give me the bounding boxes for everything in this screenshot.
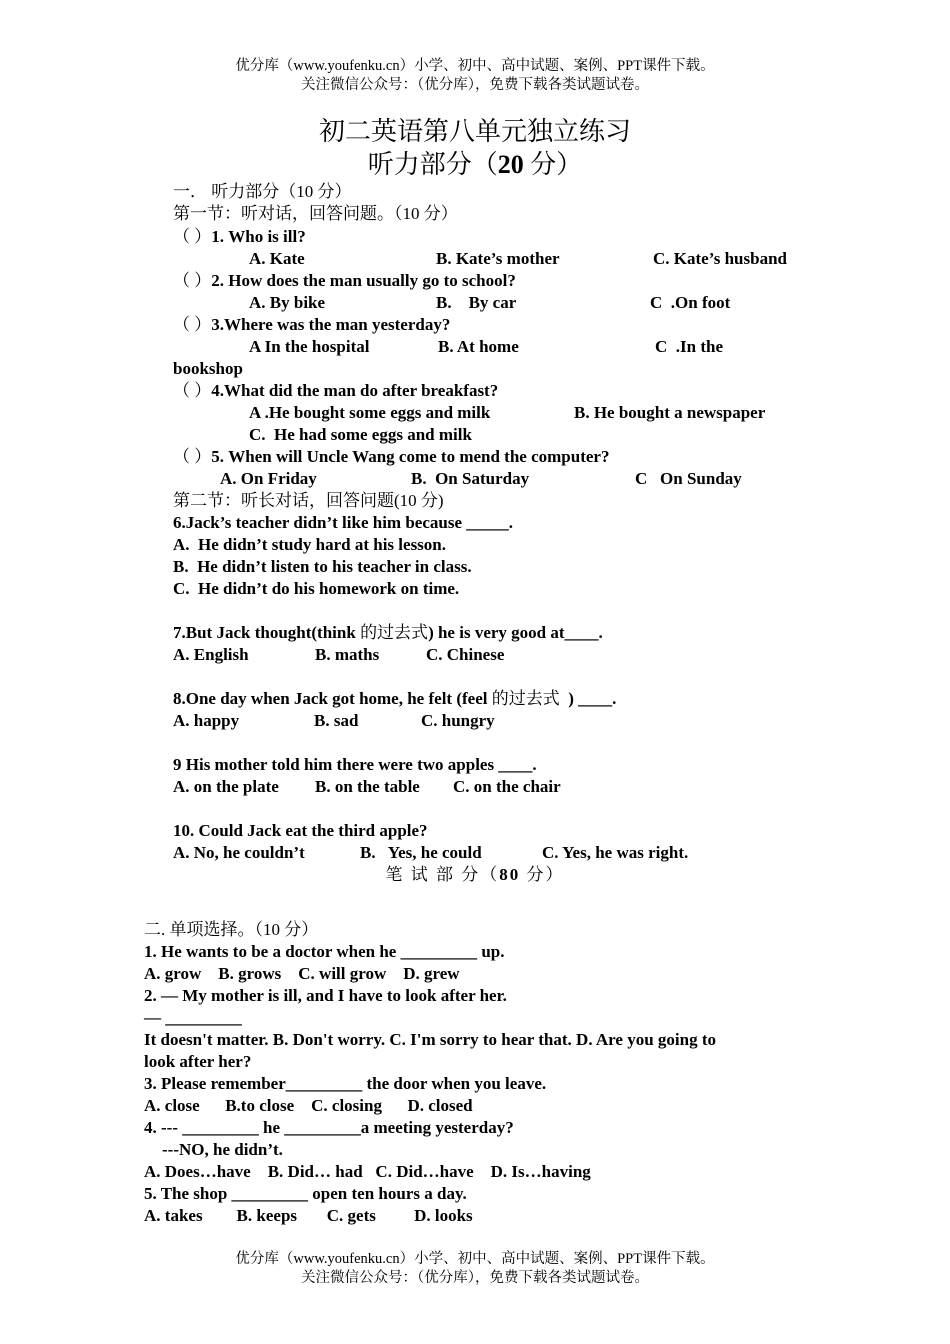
option-b: B. Yes, he could bbox=[360, 843, 482, 862]
answer-bracket: （ ） bbox=[173, 447, 212, 466]
option-a: A. on the plate bbox=[173, 777, 279, 796]
written-heading: 笔 试 部 分（80 分） bbox=[385, 865, 565, 884]
option-a: A. No, he couldn’t bbox=[173, 843, 305, 862]
option-a: A .He bought some eggs and milk bbox=[249, 403, 491, 422]
option-b: B. on the table bbox=[315, 777, 420, 796]
page-subtitle: 听力部分（20 分） bbox=[367, 150, 583, 179]
header-line-2: 关注微信公众号：（优分库），免费下载各类试题试卷。 bbox=[301, 77, 649, 93]
question-9-stem: 9 His mother told him there were two apples ____. bbox=[173, 755, 537, 774]
question-5 bbox=[173, 446, 609, 468]
question-stem: 5. When will Uncle Wang come to mend the computer? bbox=[211, 447, 610, 466]
written-question-2-options: It doesn't matter. B. Don't worry. C. I'm sorry to hear that. D. Are you going to bbox=[144, 1030, 716, 1049]
option-a: A. English bbox=[173, 645, 249, 664]
option-c: C On Sunday bbox=[635, 469, 742, 488]
footer-line-1: 优分库（www.youfenku.cn）小学、初中、高中试题、案例、PPT课件下载。 bbox=[235, 1251, 715, 1267]
question-stem: 4.What did the man do after breakfast? bbox=[211, 381, 499, 400]
question-7-stem: 7.But Jack thought(think 的过去式) he is very good at____. bbox=[173, 623, 603, 642]
answer-bracket: （ ） bbox=[173, 271, 212, 290]
option-a: A. He didn’t study hard at his lesson. bbox=[173, 535, 447, 554]
written-question-5-stem: 5. The shop _________ open ten hours a day. bbox=[144, 1184, 467, 1203]
option-b: B. Kate’s mother bbox=[436, 249, 560, 268]
option-c-wrap: bookshop bbox=[173, 359, 243, 378]
option-b: B. maths bbox=[315, 645, 380, 664]
question-8-stem: 8.One day when Jack got home, he felt (feel 的过去式 ) ____. bbox=[173, 689, 617, 708]
option-c: C .In the bbox=[655, 337, 724, 356]
question-stem: 1. Who is ill? bbox=[211, 227, 306, 246]
listening-heading: 一． 听力部分（10 分） bbox=[173, 182, 352, 201]
option-b: B. On Saturday bbox=[411, 469, 530, 488]
written-question-1-stem: 1. He wants to be a doctor when he _________ up. bbox=[144, 942, 505, 961]
page-title: 初二英语第八单元独立练习 bbox=[318, 117, 631, 146]
question-10-stem: 10. Could Jack eat the third apple? bbox=[173, 821, 428, 840]
option-b: B. He bought a newspaper bbox=[574, 403, 766, 422]
written-question-3-options: A. close B.to close C. closing D. closed bbox=[144, 1096, 473, 1115]
listening-section-2: 第二节：听长对话，回答问题(10 分) bbox=[173, 491, 444, 510]
written-question-4-answer: ---NO, he didn’t. bbox=[162, 1140, 283, 1159]
written-question-3-stem: 3. Please remember_________ the door when you leave. bbox=[144, 1074, 547, 1093]
option-c: C. He had some eggs and milk bbox=[249, 425, 472, 444]
question-4 bbox=[173, 380, 498, 402]
option-c: C. Chinese bbox=[426, 645, 505, 664]
question-stem: 3.Where was the man yesterday? bbox=[211, 315, 451, 334]
footer-line-2: 关注微信公众号：（优分库），免费下载各类试题试卷。 bbox=[301, 1270, 649, 1286]
answer-bracket: （ ） bbox=[173, 315, 212, 334]
written-question-4-options: A. Does…have B. Did… had C. Did…have D. Is…having bbox=[144, 1162, 591, 1181]
option-c: C. Kate’s husband bbox=[653, 249, 787, 268]
answer-bracket: （ ） bbox=[173, 381, 212, 400]
option-c: C. Yes, he was right. bbox=[542, 843, 689, 862]
option-c: C. on the chair bbox=[453, 777, 561, 796]
written-question-1-options: A. grow B. grows C. will grow D. grew bbox=[144, 964, 460, 983]
written-question-4-stem: 4. --- _________ he _________a meeting yesterday? bbox=[144, 1118, 514, 1137]
written-section-title: 二. 单项选择。（10 分） bbox=[144, 920, 319, 939]
written-question-2-blank: — _________ bbox=[144, 1008, 242, 1027]
written-question-5-options: A. takes B. keeps C. gets D. looks bbox=[144, 1206, 473, 1225]
question-6-stem: 6.Jack’s teacher didn’t like him because _____. bbox=[173, 513, 513, 532]
option-b: B. By car bbox=[436, 293, 517, 312]
answer-bracket: （ ） bbox=[173, 227, 212, 246]
option-a: A. On Friday bbox=[220, 469, 317, 488]
option-a: A. By bike bbox=[249, 293, 326, 312]
option-c: C. hungry bbox=[421, 711, 495, 730]
written-question-2-options-wrap: look after her? bbox=[144, 1052, 252, 1071]
written-question-2-stem: 2. — My mother is ill, and I have to look after her. bbox=[144, 986, 507, 1005]
listening-section-1: 第一节：听对话，回答问题。（10 分） bbox=[173, 204, 458, 223]
option-c: C. He didn’t do his homework on time. bbox=[173, 579, 460, 598]
option-a: A. happy bbox=[173, 711, 240, 730]
option-b: B. sad bbox=[314, 711, 359, 730]
question-1 bbox=[173, 226, 306, 248]
question-stem: 2. How does the man usually go to school? bbox=[211, 271, 516, 290]
option-a: A. Kate bbox=[249, 249, 305, 268]
option-b: B. He didn’t listen to his teacher in class. bbox=[173, 557, 472, 576]
option-b: B. At home bbox=[438, 337, 519, 356]
question-2 bbox=[173, 270, 516, 292]
header-line-1: 优分库（www.youfenku.cn）小学、初中、高中试题、案例、PPT课件下载。 bbox=[235, 58, 715, 74]
question-3 bbox=[173, 314, 450, 336]
option-a: A In the hospital bbox=[249, 337, 370, 356]
option-c: C .On foot bbox=[650, 293, 731, 312]
